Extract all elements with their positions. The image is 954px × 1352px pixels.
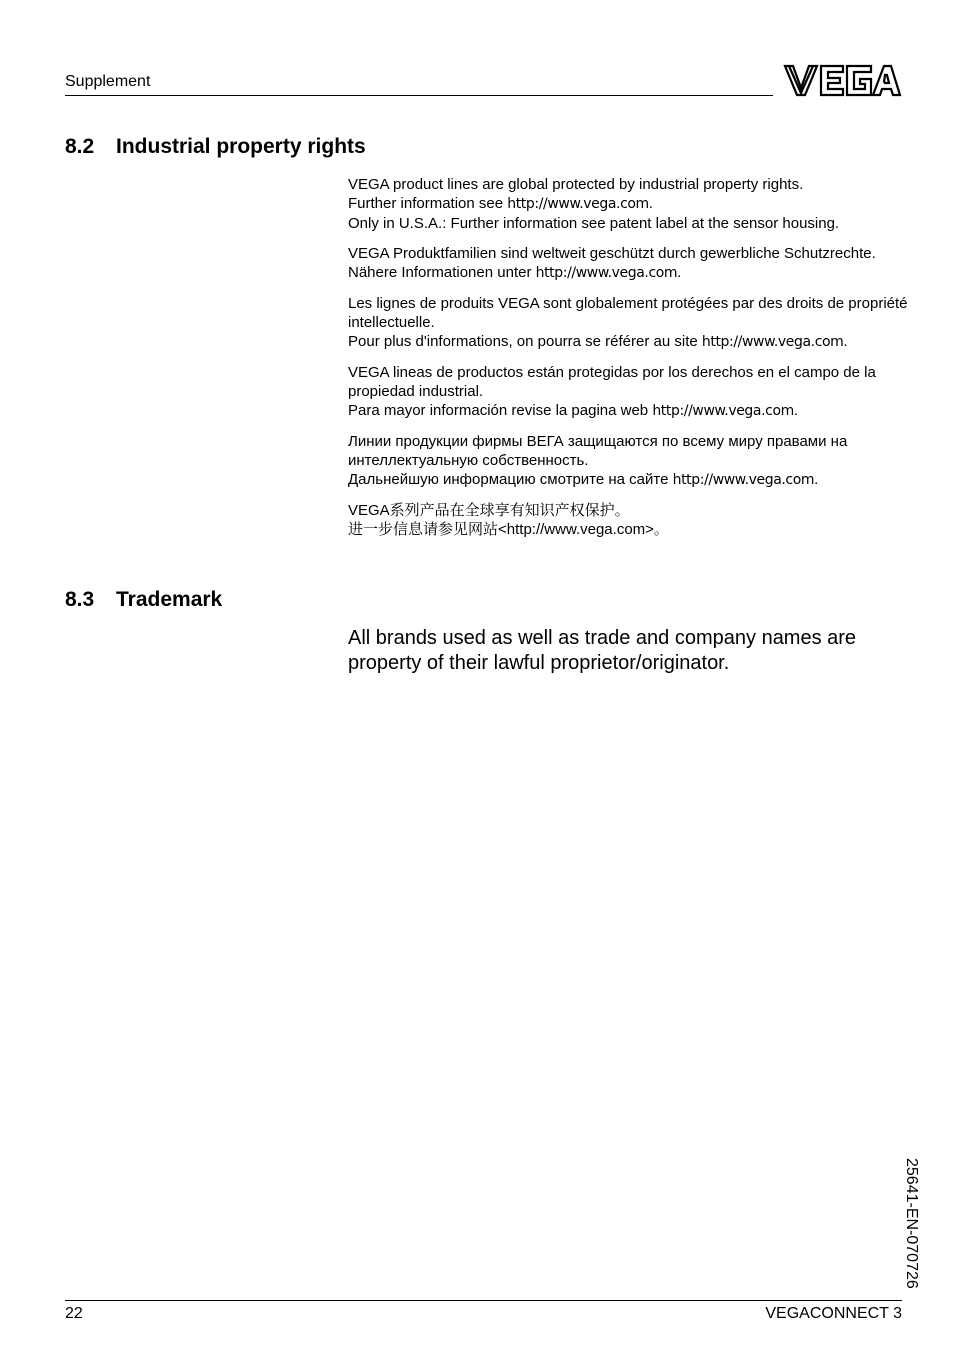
header-section-label: Supplement (65, 73, 151, 90)
text-line: VEGA lineas de productos están protegidas por los derechos en el campo de la propiedad industrial. (348, 364, 876, 400)
vega-link[interactable]: http://www.vega.com (701, 334, 844, 350)
text-line: Les lignes de produits VEGA sont globalement protégées par des droits de propriété intellectuelle. (348, 295, 908, 331)
section-title-trademark (65, 588, 222, 612)
section-number: 8.2 (65, 135, 95, 158)
section-title-text: Trademark (116, 588, 223, 611)
paragraph-german (348, 244, 908, 283)
vega-link[interactable]: http://www.vega.com (652, 403, 794, 419)
section-title-text: Industrial property rights (116, 135, 366, 158)
text-line: 进一步信息请参见网站<http://www.vega.com>。 (348, 521, 669, 538)
section-number: 8.3 (65, 588, 95, 611)
text-line: VEGA系列产品在全球享有知识产权保护。 (348, 502, 630, 519)
text-line: Further information see http://www.vega.com. (348, 195, 653, 212)
vega-logo (783, 64, 902, 97)
paragraph-french (348, 294, 908, 352)
text-line: Only in U.S.A.: Further information see patent label at the sensor housing. (348, 215, 840, 232)
text-line: Pour plus d'informations, on pourra se référer au site http://www.vega.com. (348, 333, 848, 350)
paragraph-chinese (348, 501, 908, 539)
vega-link[interactable]: http://www.vega.com (535, 265, 678, 281)
section-title-industrial-property-rights (65, 135, 366, 159)
paragraph-english (348, 175, 908, 233)
footer-divider (65, 1300, 902, 1301)
paragraph-spanish (348, 363, 908, 421)
paragraph-russian (348, 432, 908, 490)
text-line: Линии продукции фирмы ВЕГА защищаются по всему миру правами на интеллектуальную собственность. (348, 433, 848, 469)
text-line: Para mayor información revise la pagina web http://www.vega.com. (348, 402, 799, 419)
footer-product-name: VEGACONNECT 3 (765, 1305, 902, 1322)
property-rights-text (348, 175, 908, 550)
trademark-text: All brands used as well as trade and company names are property of their lawful proprietor/originator. (348, 627, 857, 674)
document-code: 25641-EN-070726 (903, 1158, 920, 1289)
vega-link[interactable]: http://www.vega.com (672, 472, 815, 488)
text-line: VEGA Produktfamilien sind weltweit geschützt durch gewerbliche Schutzrechte. (348, 245, 876, 262)
text-line: Дальнейшую информацию смотрите на сайте http://www.vega.com. (348, 471, 819, 488)
page-number: 22 (65, 1305, 83, 1322)
header-divider (65, 95, 773, 96)
text-line: Nähere Informationen unter http://www.vega.com. (348, 264, 682, 281)
vega-link[interactable]: http://www.vega.com (507, 196, 649, 212)
text-line: VEGA product lines are global protected by industrial property rights. (348, 176, 804, 193)
